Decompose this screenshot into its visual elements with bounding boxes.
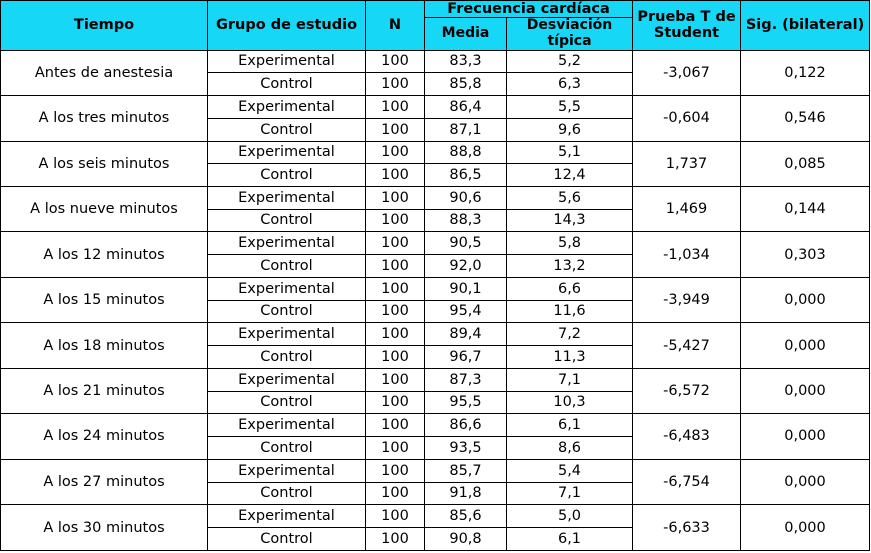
cell-n: 100 — [366, 323, 425, 346]
cell-tiempo: A los seis minutos — [1, 141, 208, 186]
cell-media: 96,7 — [425, 346, 507, 369]
cell-grupo: Control — [208, 118, 366, 141]
cell-desviacion-tipica: 5,0 — [507, 505, 633, 528]
column-header-frecuencia-cardiaca: Frecuencia cardíaca — [425, 1, 633, 18]
cell-sig: 0,000 — [741, 505, 870, 551]
cell-desviacion-tipica: 5,8 — [507, 232, 633, 255]
cell-media: 85,6 — [425, 505, 507, 528]
cell-grupo: Control — [208, 164, 366, 187]
cell-grupo: Experimental — [208, 414, 366, 437]
cell-prueba-t: -1,034 — [633, 232, 741, 277]
cell-tiempo: A los 21 minutos — [1, 368, 208, 413]
cell-media: 87,3 — [425, 368, 507, 391]
cell-grupo: Experimental — [208, 459, 366, 482]
cell-prueba-t: -6,572 — [633, 368, 741, 413]
table-row — [1, 50, 870, 73]
cell-tiempo: A los 18 minutos — [1, 323, 208, 368]
column-header-n: N — [366, 1, 425, 51]
cell-grupo: Control — [208, 255, 366, 278]
cell-desviacion-tipica: 13,2 — [507, 255, 633, 278]
cell-grupo: Experimental — [208, 186, 366, 209]
table-row — [1, 186, 870, 209]
cell-desviacion-tipica: 9,6 — [507, 118, 633, 141]
column-header-tiempo: Tiempo — [1, 1, 208, 51]
cell-grupo: Experimental — [208, 232, 366, 255]
cell-prueba-t: -3,067 — [633, 50, 741, 95]
cell-n: 100 — [366, 141, 425, 164]
table-header — [1, 1, 870, 51]
cell-desviacion-tipica: 5,5 — [507, 96, 633, 119]
cell-grupo: Control — [208, 437, 366, 460]
cell-desviacion-tipica: 6,6 — [507, 277, 633, 300]
cell-media: 85,7 — [425, 459, 507, 482]
cell-prueba-t: -0,604 — [633, 96, 741, 141]
cell-media: 83,3 — [425, 50, 507, 73]
cell-media: 91,8 — [425, 482, 507, 505]
cell-n: 100 — [366, 505, 425, 528]
cell-prueba-t: -6,483 — [633, 414, 741, 459]
cell-desviacion-tipica: 7,2 — [507, 323, 633, 346]
cell-n: 100 — [366, 186, 425, 209]
cell-grupo: Experimental — [208, 505, 366, 528]
table-row — [1, 96, 870, 119]
cell-n: 100 — [366, 118, 425, 141]
table-row — [1, 141, 870, 164]
cell-grupo: Experimental — [208, 50, 366, 73]
cell-grupo: Control — [208, 73, 366, 96]
cell-desviacion-tipica: 11,3 — [507, 346, 633, 369]
cell-grupo: Experimental — [208, 141, 366, 164]
cell-desviacion-tipica: 6,3 — [507, 73, 633, 96]
cell-desviacion-tipica: 5,2 — [507, 50, 633, 73]
header-row-1 — [1, 1, 870, 18]
cell-tiempo: A los nueve minutos — [1, 186, 208, 231]
cell-tiempo: A los 27 minutos — [1, 459, 208, 504]
table-row — [1, 368, 870, 391]
cell-desviacion-tipica: 6,1 — [507, 528, 633, 551]
column-header-media: Media — [425, 18, 507, 50]
cell-desviacion-tipica: 7,1 — [507, 368, 633, 391]
cell-desviacion-tipica: 14,3 — [507, 209, 633, 232]
cell-prueba-t: -6,754 — [633, 459, 741, 504]
cell-tiempo: Antes de anestesia — [1, 50, 208, 95]
cell-grupo: Control — [208, 528, 366, 551]
table-row — [1, 277, 870, 300]
cell-tiempo: A los tres minutos — [1, 96, 208, 141]
cell-sig: 0,122 — [741, 50, 870, 95]
cell-media: 86,4 — [425, 96, 507, 119]
cell-media: 90,8 — [425, 528, 507, 551]
cell-grupo: Control — [208, 346, 366, 369]
cell-media: 85,8 — [425, 73, 507, 96]
cell-media: 90,6 — [425, 186, 507, 209]
cell-n: 100 — [366, 528, 425, 551]
table-row — [1, 323, 870, 346]
cell-n: 100 — [366, 368, 425, 391]
cell-desviacion-tipica: 11,6 — [507, 300, 633, 323]
cell-grupo: Control — [208, 300, 366, 323]
cell-grupo: Experimental — [208, 96, 366, 119]
cell-n: 100 — [366, 255, 425, 278]
cell-media: 86,6 — [425, 414, 507, 437]
cell-media: 90,5 — [425, 232, 507, 255]
cell-grupo: Experimental — [208, 368, 366, 391]
cell-n: 100 — [366, 482, 425, 505]
cell-n: 100 — [366, 164, 425, 187]
cell-desviacion-tipica: 5,1 — [507, 141, 633, 164]
cell-media: 93,5 — [425, 437, 507, 460]
cell-media: 89,4 — [425, 323, 507, 346]
table-row — [1, 459, 870, 482]
cell-sig: 0,546 — [741, 96, 870, 141]
column-header-prueba-t: Prueba T de Student — [633, 1, 741, 51]
cell-media: 95,4 — [425, 300, 507, 323]
cell-sig: 0,000 — [741, 459, 870, 504]
cell-n: 100 — [366, 300, 425, 323]
cell-grupo: Control — [208, 482, 366, 505]
cell-desviacion-tipica: 5,6 — [507, 186, 633, 209]
cell-n: 100 — [366, 277, 425, 300]
cell-n: 100 — [366, 346, 425, 369]
cell-sig: 0,000 — [741, 323, 870, 368]
cell-grupo: Experimental — [208, 323, 366, 346]
cell-tiempo: A los 12 minutos — [1, 232, 208, 277]
cell-n: 100 — [366, 73, 425, 96]
cell-n: 100 — [366, 414, 425, 437]
cell-prueba-t: 1,469 — [633, 186, 741, 231]
cell-sig: 0,000 — [741, 277, 870, 322]
column-header-grupo: Grupo de estudio — [208, 1, 366, 51]
cell-tiempo: A los 30 minutos — [1, 505, 208, 551]
cell-media: 88,8 — [425, 141, 507, 164]
cell-prueba-t: -6,633 — [633, 505, 741, 551]
cell-sig: 0,085 — [741, 141, 870, 186]
cell-n: 100 — [366, 391, 425, 414]
cell-grupo: Control — [208, 391, 366, 414]
column-header-sig: Sig. (bilateral) — [741, 1, 870, 51]
cell-grupo: Control — [208, 209, 366, 232]
cell-desviacion-tipica: 12,4 — [507, 164, 633, 187]
cell-sig: 0,303 — [741, 232, 870, 277]
cell-desviacion-tipica: 8,6 — [507, 437, 633, 460]
column-header-desviacion-tipica: Desviación típica — [507, 18, 633, 50]
cell-desviacion-tipica: 7,1 — [507, 482, 633, 505]
cell-n: 100 — [366, 209, 425, 232]
cell-media: 92,0 — [425, 255, 507, 278]
cell-tiempo: A los 24 minutos — [1, 414, 208, 459]
cell-media: 95,5 — [425, 391, 507, 414]
cell-sig: 0,144 — [741, 186, 870, 231]
cell-media: 87,1 — [425, 118, 507, 141]
cell-prueba-t: -5,427 — [633, 323, 741, 368]
cell-tiempo: A los 15 minutos — [1, 277, 208, 322]
cell-media: 90,1 — [425, 277, 507, 300]
cell-sig: 0,000 — [741, 368, 870, 413]
table-row — [1, 505, 870, 528]
cell-prueba-t: -3,949 — [633, 277, 741, 322]
cell-n: 100 — [366, 96, 425, 119]
table-row — [1, 414, 870, 437]
cell-sig: 0,000 — [741, 414, 870, 459]
cell-n: 100 — [366, 437, 425, 460]
cell-n: 100 — [366, 459, 425, 482]
cell-desviacion-tipica: 6,1 — [507, 414, 633, 437]
cell-n: 100 — [366, 232, 425, 255]
cell-prueba-t: 1,737 — [633, 141, 741, 186]
cell-media: 86,5 — [425, 164, 507, 187]
cell-desviacion-tipica: 10,3 — [507, 391, 633, 414]
table-row — [1, 232, 870, 255]
cell-media: 88,3 — [425, 209, 507, 232]
table-body — [1, 50, 870, 550]
cell-n: 100 — [366, 50, 425, 73]
cell-grupo: Experimental — [208, 277, 366, 300]
cell-desviacion-tipica: 5,4 — [507, 459, 633, 482]
